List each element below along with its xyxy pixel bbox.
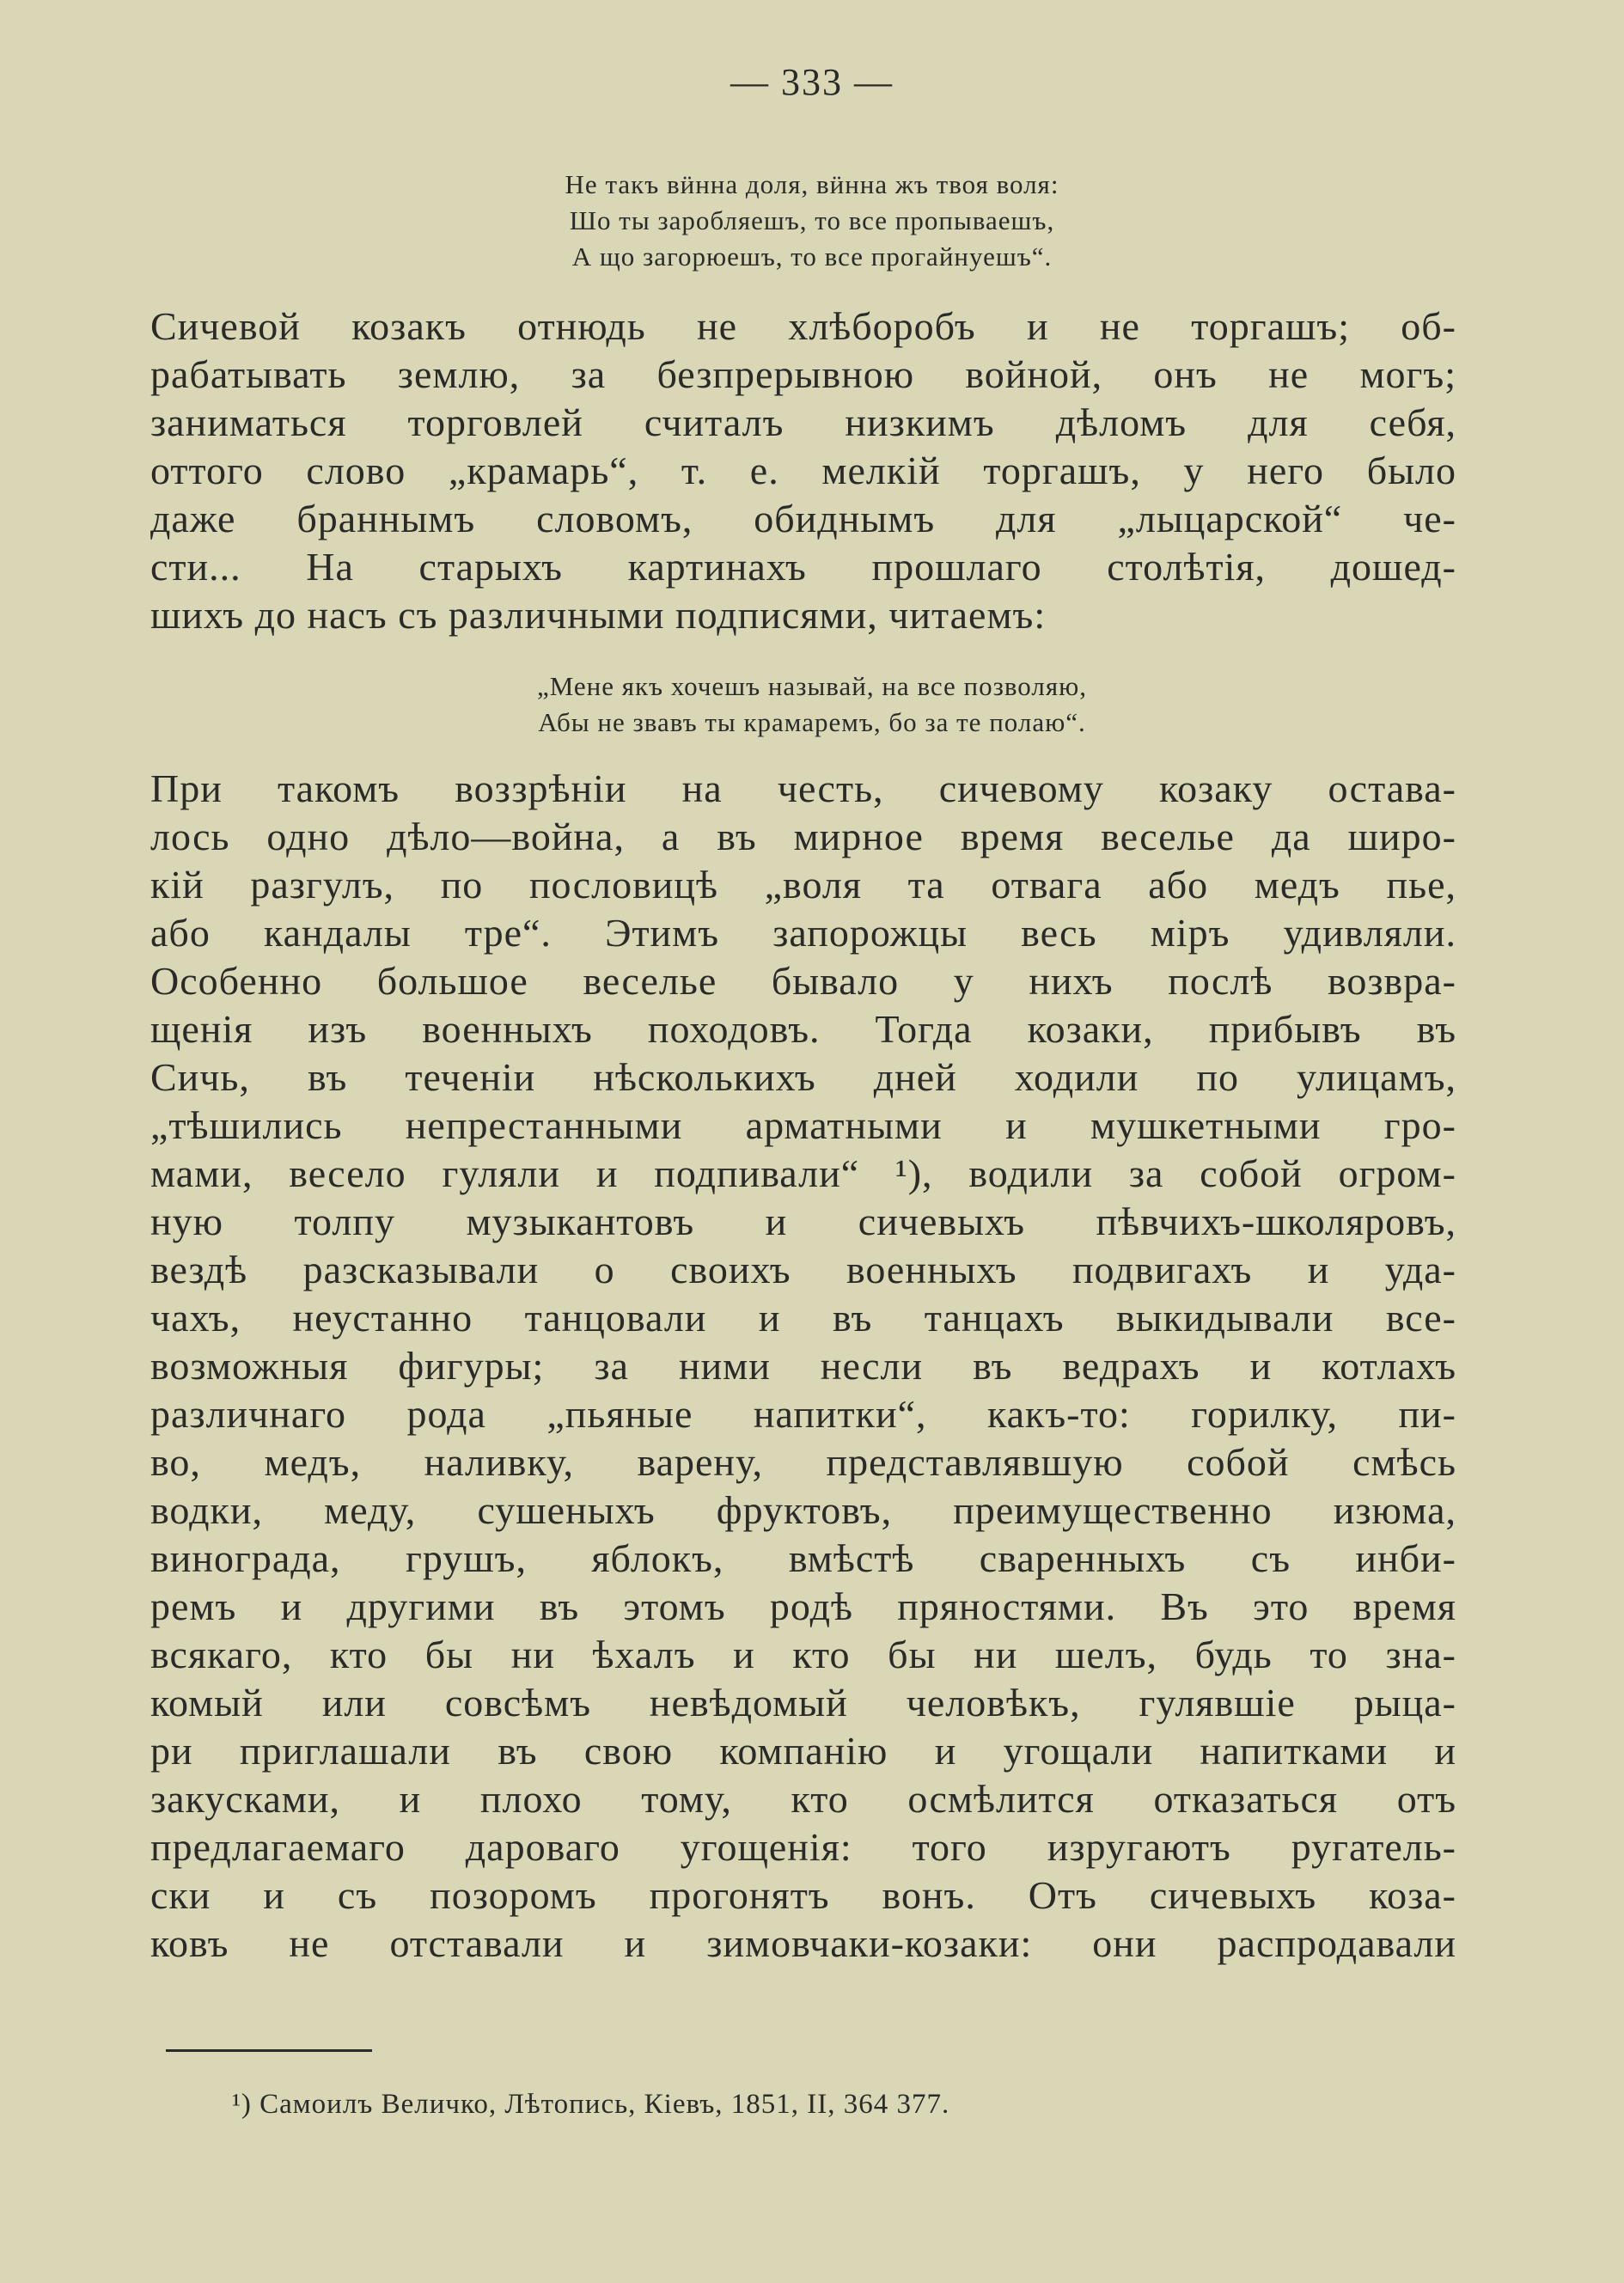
text-line: або кандалы тре“. Этимъ запорожцы весь міръ удивляли. [150,911,1456,955]
verse-line: „Мене якъ хочешъ называй, на все позволяю, [536,671,1088,701]
text-line: лось одно дѣло—война, а въ мирное время веселье да широ- [150,815,1456,858]
text-line: во, медъ, наливку, варену, представлявшую собой смѣсь [150,1440,1456,1484]
text-line: ри приглашали въ свою компанію и угощали напитками и [150,1729,1456,1773]
text-line: ковъ не отставали и зимовчаки-козаки: они распродавали [150,1921,1456,1965]
verse-line: Не такъ вӥнна доля, вӥнна жъ твоя воля: [565,169,1059,199]
text-line: ную толпу музыкантовъ и сичевыхъ пѣвчихъ-школяровъ, [150,1199,1456,1243]
text-line: шихъ до насъ съ различными подписями, читаемъ: [150,593,1047,637]
text-line: оттого слово „крамарь“, т. е. мелкій торгашъ, у него было [150,449,1456,492]
text-line: различнаго рода „пьяные напитки“, какъ-то: горилку, пи- [150,1392,1456,1436]
page-number: — 333 — [730,61,894,103]
paragraph-1 [150,302,1456,639]
text-line: винограда, грушъ, яблокъ, вмѣстѣ сваренныхъ съ инби- [150,1536,1456,1580]
text-line: щенія изъ военныхъ походовъ. Тогда козаки, прибывъ въ [150,1007,1456,1051]
paragraph-2 [150,765,1456,1968]
verse-line: Абы не звавъ ты крамаремъ, бо за те полаю“. [538,707,1086,737]
text-line: заниматься торговлей считалъ низкимъ дѣломъ для себя, [150,400,1456,444]
text-line: ремъ и другими въ этомъ родѣ пряностями. Въ это время [150,1584,1456,1628]
text-line: чахъ, неустанно танцовали и въ танцахъ выкидывали все- [150,1296,1456,1340]
verse-quote-1 [0,167,1624,275]
text-line: Особенно большое веселье бывало у нихъ послѣ возвра- [150,959,1456,1003]
footnote: ¹) Самоилъ Величко, Лѣтопись, Кіевъ, 1851, II, 364 377. [232,2089,950,2120]
text-line: всякаго, кто бы ни ѣхалъ и кто бы ни шелъ, будь то зна- [150,1633,1456,1676]
text-line: рабатывать землю, за безпрерывною войной, онъ не могъ; [150,352,1456,396]
text-line: даже браннымъ словомъ, обиднымъ для „лыцарской“ че- [150,497,1456,540]
text-line: водки, меду, сушеныхъ фруктовъ, преимущественно изюма, [150,1488,1456,1532]
verse-quote-2 [0,668,1624,741]
text-line: ски и съ позоромъ прогонятъ вонъ. Отъ сичевыхъ коза- [150,1873,1456,1917]
verse-line: А що загорюешъ, то все прогайнуешъ“. [571,241,1053,272]
text-line: закусками, и плохо тому, кто осмѣлится отказаться отъ [150,1777,1456,1821]
text-line: вездѣ разсказывали о своихъ военныхъ подвигахъ и уда- [150,1248,1456,1291]
footnote-divider [166,2049,372,2052]
text-line: При такомъ воззрѣніи на честь, сичевому козаку остава- [150,766,1456,810]
text-line: мами, весело гуляли и подпивали“ ¹), водили за собой огром- [150,1151,1456,1195]
text-line: сти... На старыхъ картинахъ прошлаго столѣтія, дошед- [150,545,1456,589]
text-line: „тѣшились непрестанными арматными и мушкетными гро- [150,1103,1456,1147]
text-line: кій разгулъ, по пословицѣ „воля та отвага або медъ пье, [150,863,1456,906]
text-line: предлагаемаго дароваго угощенія: того изругаютъ ругатель- [150,1825,1456,1869]
verse-line: Шо ты заробляешъ, то все пропываешъ, [569,205,1055,235]
text-line: комый или совсѣмъ невѣдомый человѣкъ, гулявшіе рыца- [150,1681,1456,1724]
text-line: Сичевой козакъ отнюдь не хлѣборобъ и не торгашъ; об- [150,304,1456,348]
text-line: Сичь, въ теченіи нѣсколькихъ дней ходили по улицамъ, [150,1055,1456,1099]
text-line: возможныя фигуры; за ними несли въ ведрахъ и котлахъ [150,1344,1456,1388]
